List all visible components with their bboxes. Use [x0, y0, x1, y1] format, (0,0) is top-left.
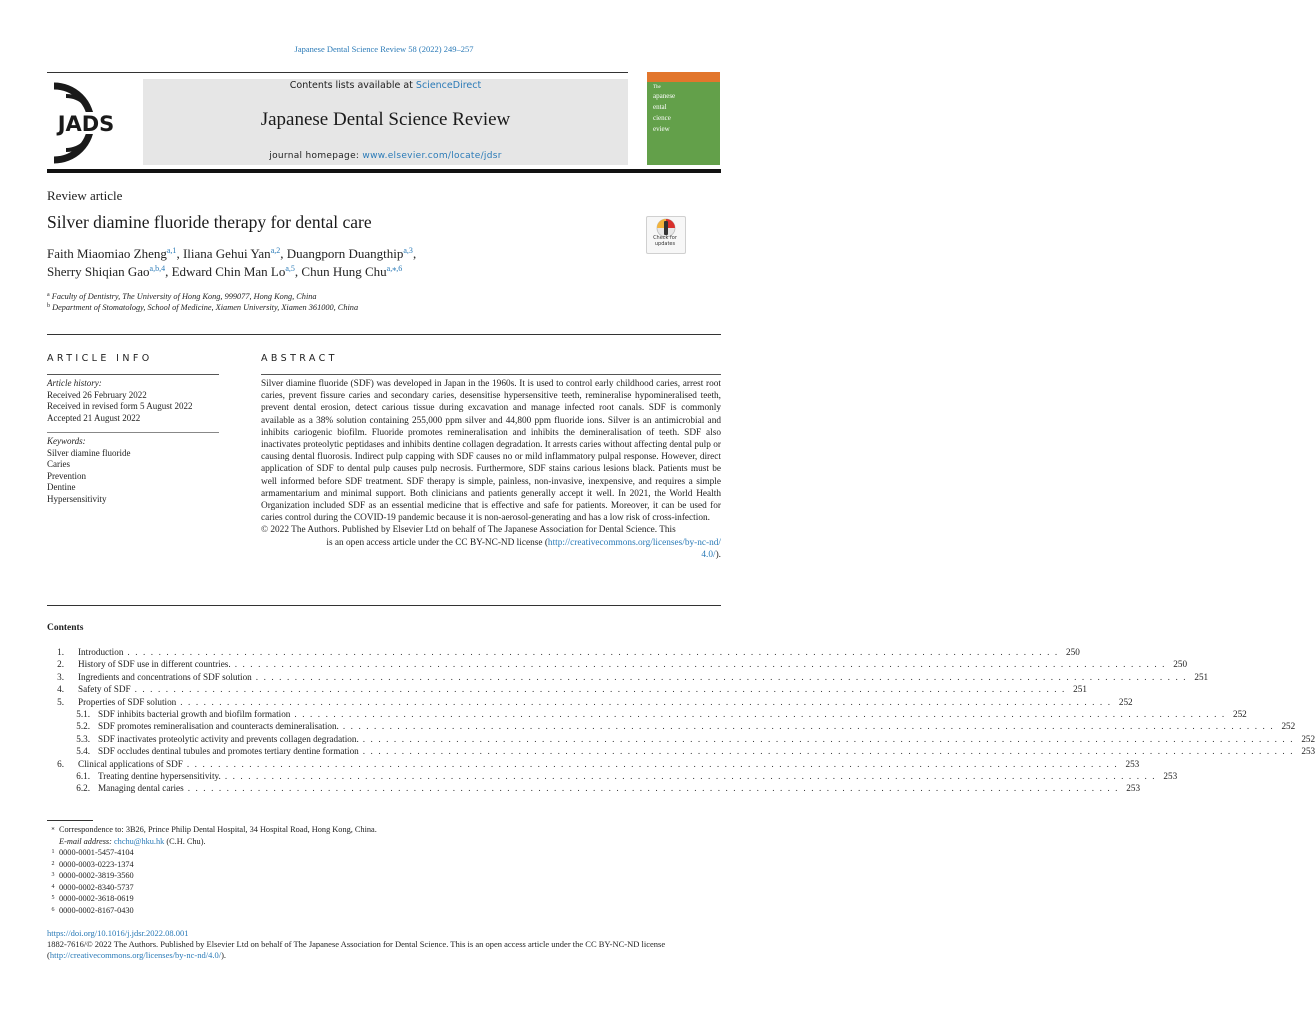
keywords: [47, 436, 130, 505]
toc-number: 5.4.: [76, 746, 90, 757]
toc-number: 5.: [57, 696, 64, 707]
author-name: Edward Chin Man Lo: [171, 264, 286, 279]
cover-strip: [647, 72, 720, 82]
keywords-label: Keywords:: [47, 436, 86, 446]
affiliation-mark: b: [47, 303, 50, 309]
article-info-heading: ARTICLE INFO: [47, 353, 153, 364]
toc-leader-dots: . . . . . . . . . . . . . . . . . . . . . . . . . . . . . . . . . . . . . . . . . . . . . . . . . . . . . . . . . . . . . . . . . . . . . . . . . . . . . . . . . . . . . . . . . . . . . . . . . . . . . . . . . . . . . . . . . . . . . . . .: [127, 647, 1059, 657]
toc-page-number: 250: [1066, 647, 1080, 657]
history-label: Article history:: [47, 378, 102, 388]
journal-name: Japanese Dental Science Review: [260, 109, 511, 130]
toc-page-number: 253: [1126, 783, 1141, 794]
keyword: Caries: [47, 459, 70, 469]
footnote-mark: 3: [51, 872, 55, 878]
keyword: Prevention: [47, 470, 86, 481]
author-name: Faith Miaomiao Zheng: [47, 246, 167, 261]
orcid-id: 0000-0002-3618-0619: [59, 894, 134, 903]
toc-leader-dots: . . . . . . . . . . . . . . . . . . . . . . . . . . . . . . . . . . . . . . . . . . . . . . . . . . . . . . . . . . . . . . . . . . . . . . . . . . . . . . . . . . . . . . . . . . . . . . . . . . . . . . . . . . . . . . . . . . . . . . . .: [224, 771, 1157, 781]
copyright-text: is an open access article under the CC BY-NC-ND license (: [326, 537, 548, 548]
author-separator: ,: [294, 264, 302, 279]
toc-entry[interactable]: [47, 746, 1315, 758]
toc-number: 6.: [57, 758, 64, 769]
toc-number: 5.1.: [76, 709, 90, 719]
toc-entry[interactable]: [47, 647, 1080, 659]
header-rule: [47, 72, 628, 73]
toc-entry[interactable]: [47, 783, 1141, 795]
toc-page-number: 252: [1118, 696, 1133, 707]
toc-page-number: 252: [1281, 721, 1296, 732]
toc-leader-dots: . . . . . . . . . . . . . . . . . . . . . . . . . . . . . . . . . . . . . . . . . . . . . . . . . . . . . . . . . . . . . . . . . . . . . . . . . . . . . . . . . . . . . . . . . . . . . . . . . . . . . . . . . . . . . . . . . . . . . . . .: [186, 758, 1119, 769]
contents-prefix: Contents lists available at: [289, 80, 416, 91]
authors-line-2: [47, 264, 402, 280]
toc-number: 5.2.: [76, 721, 90, 732]
author-affil-link[interactable]: a,b,4: [149, 264, 166, 273]
toc-number: 4.: [57, 684, 64, 695]
orcid-id: 0000-0003-0223-1374: [59, 859, 134, 869]
affiliation-text: Faculty of Dentistry, The University of Hong Kong, 999077, Hong Kong, China: [51, 292, 317, 301]
toc-entry[interactable]: [47, 733, 1315, 746]
orcid-id: 0000-0002-8167-0430: [59, 905, 134, 915]
section-rule: [47, 334, 721, 335]
abstract-rule: [261, 374, 721, 375]
keyword: Silver diamine fluoride: [47, 447, 131, 458]
toc-page-number: 252: [1301, 733, 1315, 744]
toc-leader-dots: . . . . . . . . . . . . . . . . . . . . . . . . . . . . . . . . . . . . . . . . . . . . . . . . . . . . . . . . . . . . . . . . . . . . . . . . . . . . . . . . . . . . . . . . . . . . . . . . . . . . . . . . . . . . . . . . . . . . . . . .: [294, 709, 1226, 719]
abstract-heading: ABSTRACT: [261, 353, 338, 364]
author-affil-link[interactable]: a,1: [166, 246, 177, 255]
license-url-link[interactable]: http://creativecommons.org/licenses/by-nc-nd/4.0/: [49, 950, 222, 960]
correspondence-text: Correspondence to: 3B26, Prince Philip Dental Hospital, 34 Hospital Road, Hong Kong, China.: [59, 825, 377, 834]
toc-page-number: 253: [1125, 758, 1140, 769]
author-affil-link[interactable]: a,3: [403, 246, 413, 255]
history-revised: Received in revised form 5 August 2022: [47, 401, 193, 411]
journal-homepage-line: [143, 151, 628, 161]
orcid-id: 0000-0001-5457-4104: [59, 848, 134, 857]
orcid-id: 0000-0002-8340-5737: [59, 882, 134, 892]
license-statement: 1882-7616/© 2022 The Authors. Published by Elsevier Ltd on behalf of The Japanese Association for Dental Science. This is an open access article under the CC BY-NC-ND license: [47, 939, 666, 949]
copyright-line-1: © 2022 The Authors. Published by Elsevier Ltd on behalf of The Japanese Association for Dental Science. This: [261, 525, 676, 536]
license-close: ).: [221, 950, 227, 960]
license-url-line: [47, 950, 226, 961]
toc-entry[interactable]: [47, 721, 1296, 733]
license-link-cont[interactable]: 4.0/: [701, 549, 716, 560]
toc-entry[interactable]: [47, 771, 1178, 783]
toc-entry[interactable]: [47, 671, 1209, 684]
toc-leader-dots: . . . . . . . . . . . . . . . . . . . . . . . . . . . . . . . . . . . . . . . . . . . . . . . . . . . . . . . . . . . . . . . . . . . . . . . . . . . . . . . . . . . . . . . . . . . . . . . . . . . . . . . . . . . . . . . . . . . . . . . .: [180, 696, 1112, 707]
orcid-footnote: [47, 847, 134, 859]
email-footnote: [47, 836, 206, 848]
email-label: E-mail address:: [59, 836, 114, 846]
doi-link[interactable]: https://doi.org/10.1016/j.jdsr.2022.08.001: [47, 928, 189, 938]
footnote-mark: 6: [51, 906, 55, 913]
email-suffix: (C.H. Chu).: [164, 836, 206, 846]
toc-label[interactable]: SDF inactivates proteolytic activity and prevents collagen degradation.: [98, 733, 359, 744]
contents-available-line: [143, 80, 628, 91]
correspondence-footnote: [47, 824, 377, 836]
footnote-mark: 2: [51, 860, 55, 867]
homepage-link[interactable]: www.elsevier.com/locate/jdsr: [362, 151, 502, 161]
footnote-mark: 1: [51, 849, 55, 855]
cover-text-5: eview: [653, 125, 670, 133]
author-separator: ,: [176, 246, 183, 261]
keyword: Dentine: [47, 482, 76, 492]
journal-cover-thumbnail: [647, 72, 720, 165]
toc-page-number: 251: [1073, 684, 1087, 695]
toc-entry[interactable]: [47, 659, 1188, 671]
keywords-rule: [47, 432, 219, 433]
article-type: Review article: [47, 188, 123, 203]
abstract-paragraph: Silver diamine fluoride (SDF) was developed in Japan in the 1960s. It is used to control early childhood caries, arrest root caries, prevent fissure caries and secondary caries, desensitise hypersensitive teeth, remineralise hypomineralised teeth, prevent dental erosion, detect carious tissue during excavation and manage infected root canals. SDF is commonly available as a 38% solution containing 255,000 ppm silver and 44,800 ppm fluoride ions. Silver is an antimicrobial and inhibits cariogenic biofilm. Fluoride promotes remineralisation and inhibits the demineralisation of teeth. SDF also inactivates proteolytic peptidases and inhibits dentine collagen degradation. It arrests caries without affecting dental pulp or causing dental fluorosis. Indirect pulp capping with SDF causes no or mild inflammatory pulpal response. However, direct application of SDF to dental pulp causes pulp necrosis. Furthermore, SDF stains carious lesions black. Patients must be well informed before SDF treatment. SDF therapy is simple, painless, non-invasive, inexpensive, and requires a simple armamentarium and minimal support. Both clinicians and patients generally accept it well. In 2021, the World Health Organization included SDF as an essential medicine that is effective and safe for patients. Moreover, it can be used for caries control during the COVID-19 pandemic because it is non-aerosol-generating and has a low risk of cross-infection.: [261, 379, 721, 524]
toc-leader-dots: . . . . . . . . . . . . . . . . . . . . . . . . . . . . . . . . . . . . . . . . . . . . . . . . . . . . . . . . . . . . . . . . . . . . . . . . . . . . . . . . . . . . . . . . . . . . . . . . . . . . . . . . . . . . . . . . . . . . . . . .: [362, 733, 1295, 744]
footnote-mark: 4: [51, 883, 55, 890]
author-separator: ,: [412, 246, 417, 261]
cover-text-4: cience: [653, 114, 671, 122]
toc-label[interactable]: Ingredients and concentrations of SDF solution: [78, 671, 252, 682]
toc-label[interactable]: History of SDF use in different countries.: [78, 659, 231, 670]
toc-page-number: 250: [1173, 659, 1188, 670]
email-link[interactable]: chchu@hku.hk: [114, 836, 165, 846]
keyword: Hypersensitivity: [47, 493, 107, 504]
toc-number: 1.: [57, 647, 64, 657]
crossmark-label: Check for updates: [653, 235, 677, 247]
journal-citation[interactable]: Japanese Dental Science Review 58 (2022) 249–257: [294, 44, 474, 54]
toc-label[interactable]: Treating dentine hypersensitivity.: [98, 771, 221, 781]
toc-label[interactable]: Safety of SDF: [78, 684, 131, 695]
sciencedirect-link[interactable]: ScienceDirect: [415, 80, 482, 91]
orcid-footnote: [47, 870, 134, 882]
article-title: Silver diamine fluoride therapy for dental care: [47, 212, 372, 232]
author-name: Iliana Gehui Yan: [182, 246, 271, 261]
toc-leader-dots: . . . . . . . . . . . . . . . . . . . . . . . . . . . . . . . . . . . . . . . . . . . . . . . . . . . . . . . . . . . . . . . . . . . . . . . . . . . . . . . . . . . . . . . . . . . . . . . . . . . . . . . . . . . . . . . . . . . . . . . .: [234, 659, 1167, 670]
toc-label[interactable]: Introduction: [78, 647, 124, 657]
copyright-line-3: [261, 549, 721, 561]
copyright-end: ).: [715, 549, 721, 560]
toc-number: 6.2.: [76, 783, 90, 794]
author-separator: ,: [165, 264, 172, 279]
history-accepted: Accepted 21 August 2022: [47, 412, 141, 423]
cover-text-1: The: [653, 85, 661, 90]
license-link[interactable]: http://creativecommons.org/licenses/by-nc-nd/: [547, 537, 721, 548]
copyright-line-2: [261, 537, 721, 549]
logo-text: JADS: [57, 112, 115, 136]
header-thick-rule: [47, 169, 721, 173]
affiliation-mark: a: [47, 292, 50, 298]
orcid-footnote: [47, 893, 134, 905]
affiliation-text: Department of Stomatology, School of Medicine, Xiamen University, Xiamen 361000, China: [52, 303, 359, 312]
toc-entry[interactable]: [47, 696, 1133, 709]
footnote-mark: ⁎: [51, 826, 55, 832]
author-name: Sherry Shiqian Gao: [47, 264, 150, 279]
author-affil-link[interactable]: a,5: [285, 264, 295, 273]
article-history: [47, 378, 192, 424]
toc-page-number: 252: [1232, 709, 1247, 719]
toc-entry[interactable]: [47, 758, 1140, 771]
toc-page-number: 253: [1163, 771, 1178, 781]
homepage-prefix: journal homepage:: [269, 151, 363, 161]
cover-text-2: apanese: [653, 92, 676, 100]
abstract-copyright: [261, 524, 721, 561]
abstract-body: [261, 378, 721, 561]
toc-leader-dots: . . . . . . . . . . . . . . . . . . . . . . . . . . . . . . . . . . . . . . . . . . . . . . . . . . . . . . . . . . . . . . . . . . . . . . . . . . . . . . . . . . . . . . . . . . . . . . . . . . . . . . . . . . . . . . . . . . . . . . . .: [187, 783, 1120, 794]
toc-number: 5.3.: [76, 733, 90, 744]
toc-page-number: 253: [1301, 746, 1315, 757]
cover-text-3: ental: [653, 103, 667, 111]
footnote-rule: [47, 820, 93, 821]
author-affil-link[interactable]: a,2: [270, 246, 281, 255]
toc-leader-dots: . . . . . . . . . . . . . . . . . . . . . . . . . . . . . . . . . . . . . . . . . . . . . . . . . . . . . . . . . . . . . . . . . . . . . . . . . . . . . . . . . . . . . . . . . . . . . . . . . . . . . . . . . . . . . . . . . . . . . . . .: [134, 684, 1066, 695]
affiliation-a: [47, 292, 317, 301]
toc-label[interactable]: SDF occludes dentinal tubules and promotes tertiary dentine formation: [98, 746, 359, 757]
toc-leader-dots: . . . . . . . . . . . . . . . . . . . . . . . . . . . . . . . . . . . . . . . . . . . . . . . . . . . . . . . . . . . . . . . . . . . . . . . . . . . . . . . . . . . . . . . . . . . . . . . . . . . . . . . . . . . . . . . . . . . . . . . .: [342, 721, 1275, 732]
history-received: Received 26 February 2022: [47, 389, 147, 400]
license-open: (: [47, 950, 50, 960]
authors-line-1: [47, 246, 416, 262]
toc-label[interactable]: SDF inhibits bacterial growth and biofilm formation: [98, 709, 291, 719]
author-affil-link[interactable]: a,⁎,6: [386, 264, 403, 273]
affiliation-b: [47, 303, 358, 312]
author-name: Chun Hung Chu: [301, 264, 387, 279]
toc-label[interactable]: Properties of SDF solution: [78, 696, 177, 707]
toc-label[interactable]: Managing dental caries: [98, 783, 184, 794]
article-info-rule: [47, 374, 219, 375]
toc-entry[interactable]: [47, 684, 1087, 696]
contents-heading: Contents: [47, 623, 84, 633]
toc-label[interactable]: Clinical applications of SDF: [78, 758, 183, 769]
author-separator: ,: [280, 246, 287, 261]
toc-label[interactable]: SDF promotes remineralisation and counteracts demineralisation.: [98, 721, 339, 732]
toc-number: 2.: [57, 659, 64, 670]
orcid-footnote: [47, 882, 134, 894]
orcid-footnote: [47, 905, 134, 917]
toc-entry[interactable]: [47, 709, 1247, 721]
section-rule: [47, 605, 721, 606]
toc-number: 6.1.: [76, 771, 90, 781]
orcid-footnote: [47, 859, 134, 871]
footnote-mark: 5: [51, 895, 55, 901]
author-name: Duangporn Duangthip: [286, 246, 404, 261]
toc-leader-dots: . . . . . . . . . . . . . . . . . . . . . . . . . . . . . . . . . . . . . . . . . . . . . . . . . . . . . . . . . . . . . . . . . . . . . . . . . . . . . . . . . . . . . . . . . . . . . . . . . . . . . . . . . . . . . . . . . . . . . . . .: [255, 671, 1188, 682]
toc-page-number: 251: [1194, 671, 1209, 682]
toc-number: 3.: [57, 671, 64, 682]
orcid-id: 0000-0002-3819-3560: [59, 871, 134, 880]
jads-logo: [46, 82, 126, 164]
toc-leader-dots: . . . . . . . . . . . . . . . . . . . . . . . . . . . . . . . . . . . . . . . . . . . . . . . . . . . . . . . . . . . . . . . . . . . . . . . . . . . . . . . . . . . . . . . . . . . . . . . . . . . . . . . . . . . . . . . . . . . . . . . .: [362, 746, 1295, 757]
